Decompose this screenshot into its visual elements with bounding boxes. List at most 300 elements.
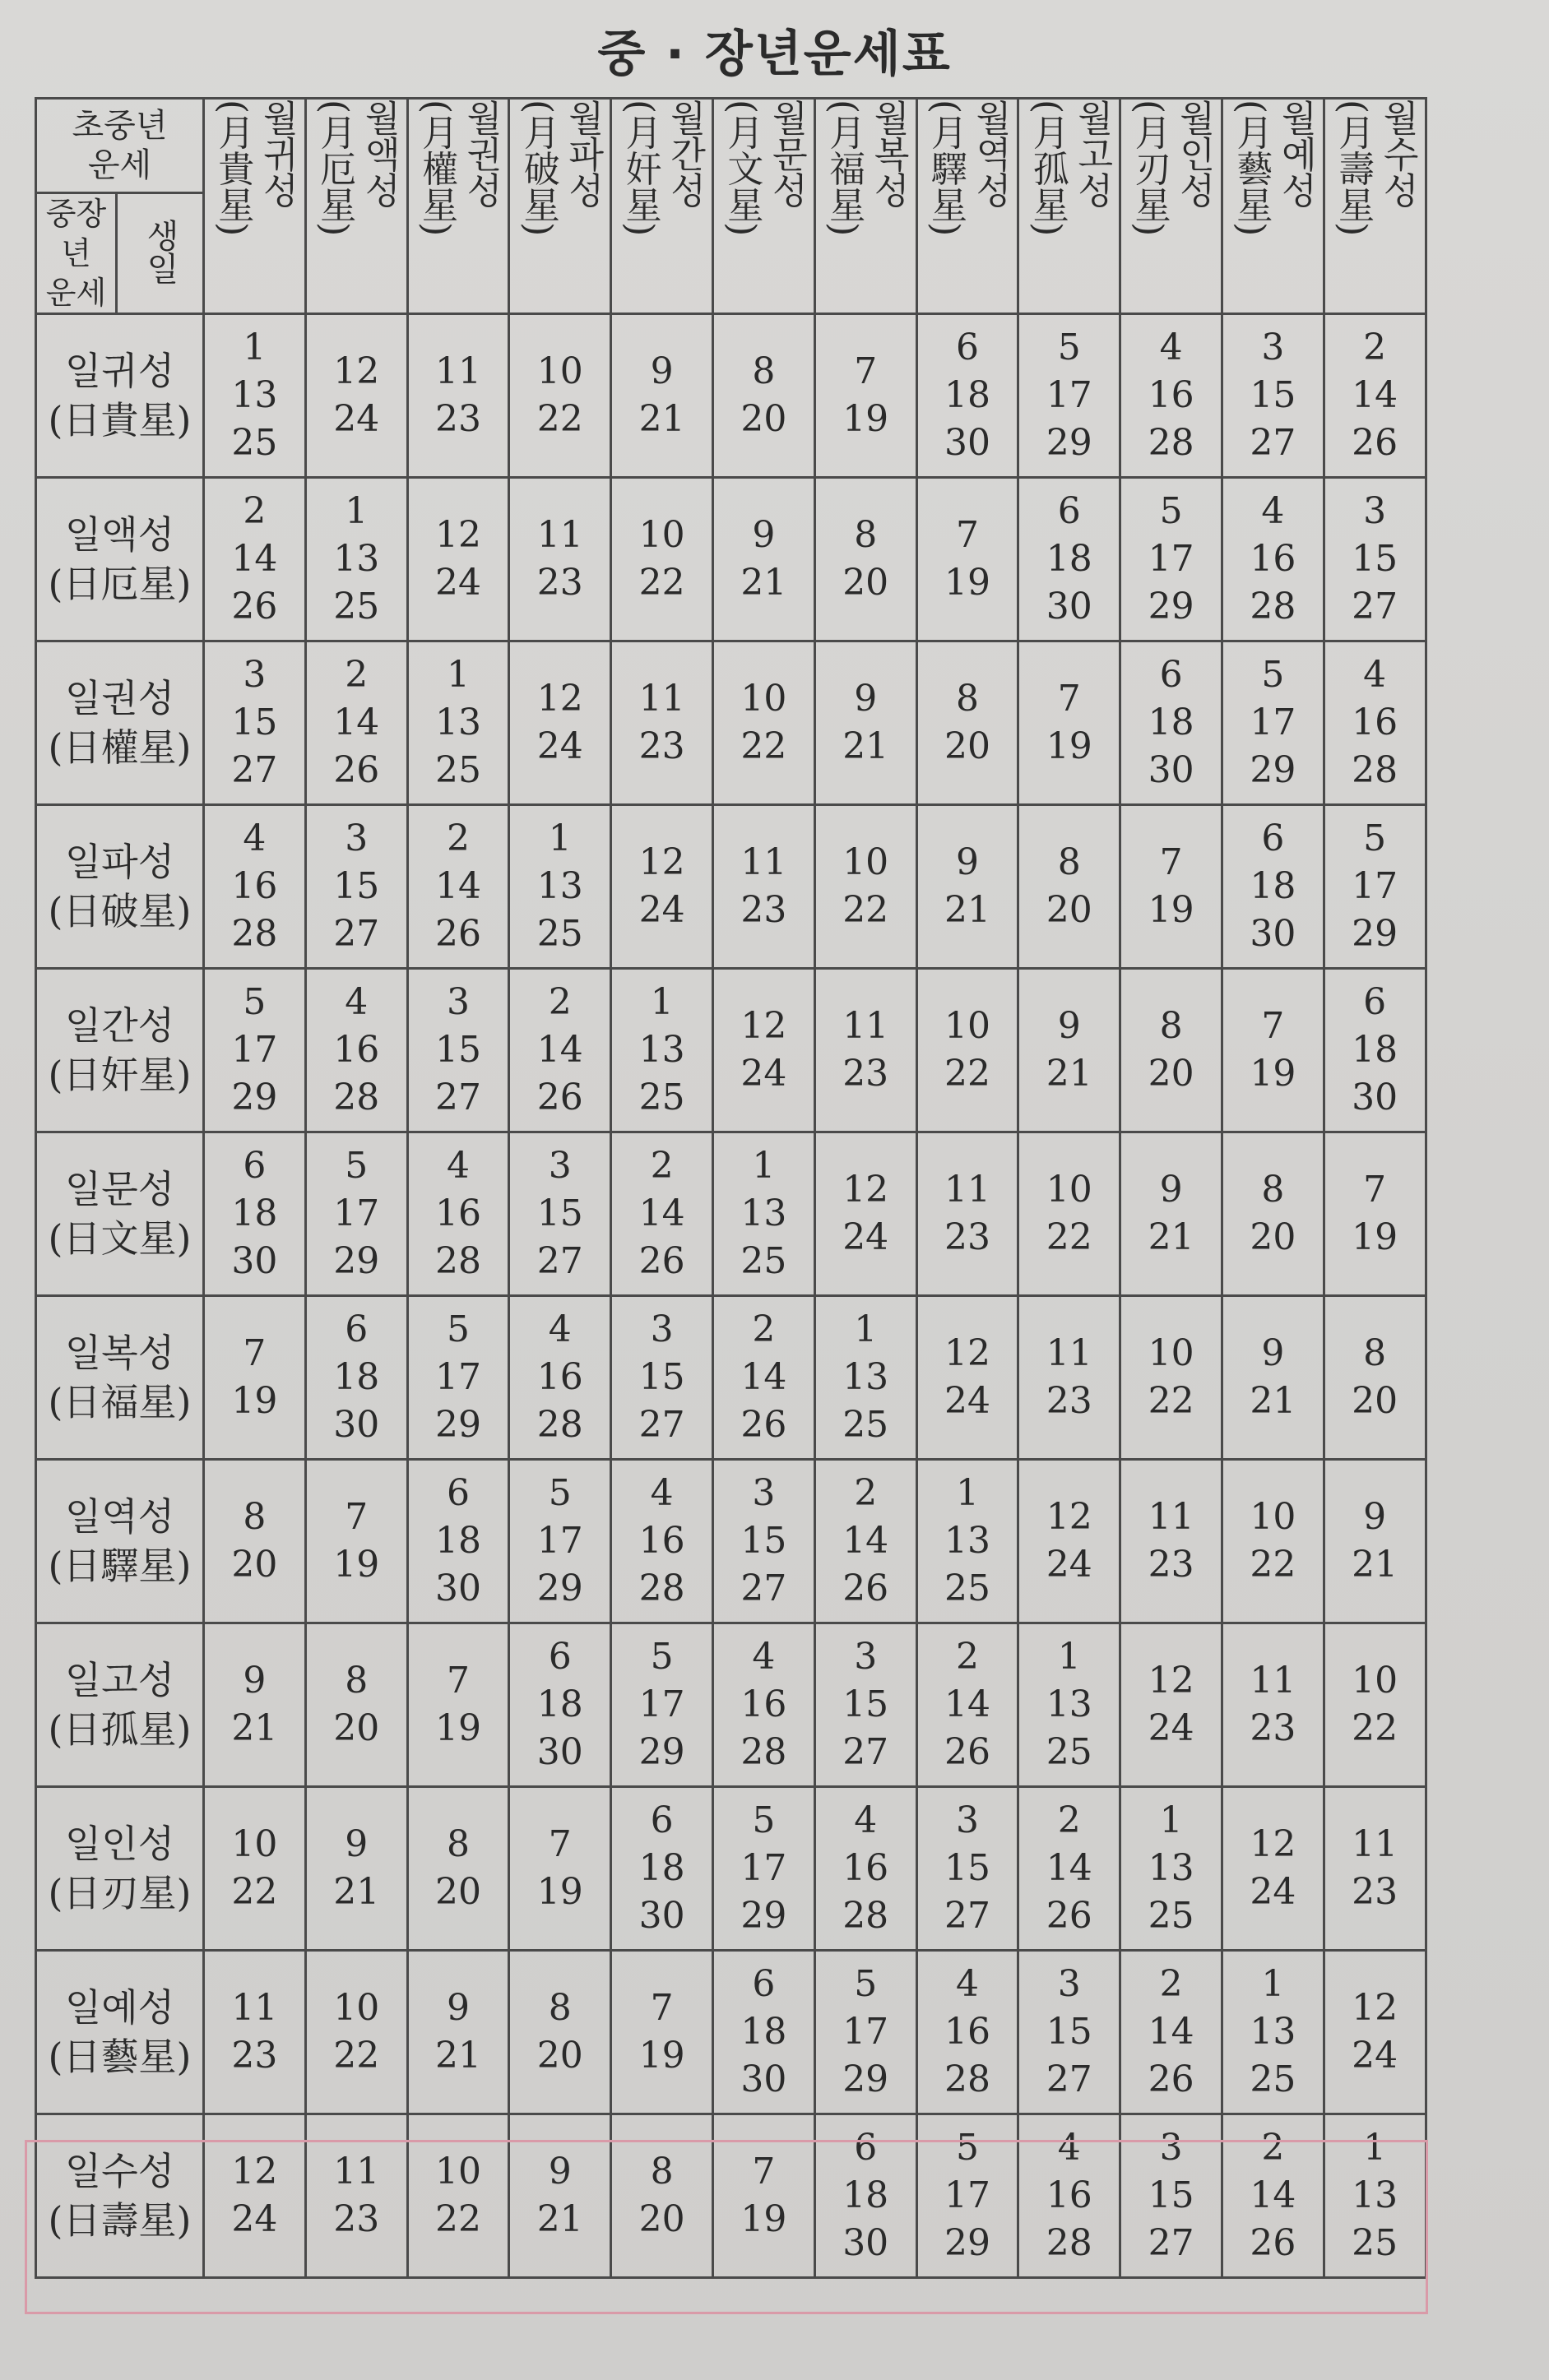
day-number: 25 <box>1250 2058 1296 2100</box>
day-number: 11 <box>638 678 685 720</box>
day-number: 17 <box>333 1192 380 1234</box>
day-number: 20 <box>231 1544 278 1586</box>
day-cell <box>509 478 611 641</box>
day-cell <box>1120 1132 1222 1296</box>
day-number: 29 <box>740 1895 787 1937</box>
day-cell <box>305 1787 407 1951</box>
day-number: 17 <box>740 1847 787 1889</box>
day-number: 21 <box>638 398 685 440</box>
day-number: 19 <box>333 1544 380 1586</box>
day-number: 4 <box>345 981 369 1023</box>
day-number: 30 <box>842 2222 889 2264</box>
day-number: 23 <box>740 889 787 931</box>
column-header-korean: 월역성 <box>968 100 1011 208</box>
day-number: 12 <box>435 514 481 556</box>
day-number: 5 <box>650 1636 674 1678</box>
row-label <box>36 1623 204 1787</box>
day-cell <box>305 478 407 641</box>
day-number: 7 <box>650 1987 674 2029</box>
day-number: 15 <box>740 1520 787 1562</box>
day-number: 26 <box>842 1567 889 1609</box>
day-number: 6 <box>345 1308 369 1350</box>
day-number: 15 <box>638 1356 685 1398</box>
day-cell <box>611 314 713 478</box>
day-cell <box>916 478 1018 641</box>
day-cell <box>407 1623 509 1787</box>
day-number: 11 <box>944 1169 990 1211</box>
day-cell <box>916 1787 1018 1951</box>
day-number: 29 <box>1046 422 1092 464</box>
day-cell <box>1120 1460 1222 1623</box>
day-cell <box>407 805 509 969</box>
day-number: 25 <box>1148 1895 1194 1937</box>
day-number: 30 <box>1352 1077 1398 1118</box>
day-number: 3 <box>752 1472 776 1514</box>
day-number: 2 <box>955 1636 979 1678</box>
day-number: 16 <box>536 1356 583 1398</box>
day-number: 6 <box>1261 817 1285 859</box>
day-cell <box>1120 805 1222 969</box>
day-cell <box>1324 1623 1426 1787</box>
day-cell <box>407 1132 509 1296</box>
day-cell <box>1324 805 1426 969</box>
day-number: 6 <box>1363 981 1387 1023</box>
day-number: 16 <box>231 865 278 907</box>
day-number: 4 <box>243 817 267 859</box>
day-number: 4 <box>955 1963 979 2005</box>
day-number: 22 <box>1148 1380 1194 1422</box>
day-number: 17 <box>435 1356 481 1398</box>
day-cell <box>509 1460 611 1623</box>
day-number: 11 <box>740 841 787 883</box>
day-number: 19 <box>1352 1216 1398 1258</box>
day-number: 3 <box>1363 490 1387 532</box>
day-cell <box>611 1787 713 1951</box>
day-number: 15 <box>536 1192 583 1234</box>
column-header-hanja: (月福星) <box>823 100 865 237</box>
day-cell <box>611 1132 713 1296</box>
day-number: 27 <box>842 1731 889 1773</box>
day-number: 10 <box>740 678 787 720</box>
day-number: 14 <box>1250 2174 1296 2216</box>
day-number: 22 <box>435 2198 481 2240</box>
day-number: 16 <box>333 1029 380 1071</box>
day-number: 16 <box>1352 701 1398 743</box>
column-header-hanja: (月破星) <box>517 100 559 237</box>
day-number: 12 <box>1046 1496 1092 1538</box>
day-number: 18 <box>638 1847 685 1889</box>
column-header-hanja: (月貴星) <box>211 100 254 237</box>
day-cell <box>1222 1460 1324 1623</box>
day-number: 23 <box>435 398 481 440</box>
day-number: 24 <box>1046 1544 1092 1586</box>
day-number: 8 <box>1159 1005 1183 1047</box>
day-cell <box>204 1623 306 1787</box>
day-number: 18 <box>435 1520 481 1562</box>
day-number: 14 <box>1046 1847 1092 1889</box>
day-number: 19 <box>1250 1053 1296 1095</box>
day-number: 6 <box>854 2127 878 2169</box>
day-cell <box>713 1951 815 2114</box>
day-number: 21 <box>1352 1544 1398 1586</box>
day-cell <box>713 969 815 1132</box>
day-number: 25 <box>842 1404 889 1446</box>
day-cell <box>407 969 509 1132</box>
day-cell <box>814 641 916 805</box>
day-number: 3 <box>447 981 470 1023</box>
day-number: 27 <box>231 749 278 791</box>
column-header <box>611 99 713 314</box>
day-number: 17 <box>1148 538 1194 580</box>
day-number: 20 <box>1148 1053 1194 1095</box>
day-number: 1 <box>1159 1799 1183 1841</box>
day-number: 13 <box>536 865 583 907</box>
day-number: 15 <box>1250 374 1296 416</box>
day-number: 3 <box>1261 326 1285 368</box>
column-header <box>814 99 916 314</box>
column-header-korean: 월고성 <box>1070 100 1113 208</box>
day-cell <box>1120 314 1222 478</box>
corner-bottom-line-2: 운세 <box>45 275 107 311</box>
row-label <box>36 1951 204 2114</box>
day-number: 26 <box>536 1077 583 1118</box>
day-number: 12 <box>536 678 583 720</box>
day-number: 29 <box>1148 586 1194 627</box>
day-number: 16 <box>944 2011 990 2053</box>
day-number: 15 <box>1352 538 1398 580</box>
day-cell <box>611 1296 713 1460</box>
day-number: 30 <box>944 422 990 464</box>
day-cell <box>1222 314 1324 478</box>
day-number: 20 <box>333 1707 380 1749</box>
column-header <box>305 99 407 314</box>
day-number: 4 <box>1363 654 1387 696</box>
day-cell <box>916 1132 1018 1296</box>
day-number: 17 <box>842 2011 889 2053</box>
day-number: 25 <box>333 586 380 627</box>
day-cell <box>814 805 916 969</box>
day-cell <box>1018 1951 1120 2114</box>
day-number: 16 <box>638 1520 685 1562</box>
day-number: 27 <box>333 913 380 955</box>
row-label <box>36 1296 204 1460</box>
day-cell <box>611 478 713 641</box>
day-cell <box>713 478 815 641</box>
day-number: 24 <box>1148 1707 1194 1749</box>
day-number: 4 <box>1159 326 1183 368</box>
column-header-hanja: (月刃星) <box>1128 100 1171 237</box>
row-label-hanja: (日孤星) <box>48 1707 192 1752</box>
day-number: 8 <box>1057 841 1081 883</box>
day-number: 4 <box>752 1636 776 1678</box>
column-header-inner <box>205 100 304 313</box>
day-number: 7 <box>1057 678 1081 720</box>
table-row <box>36 969 1426 1132</box>
day-number: 29 <box>638 1731 685 1773</box>
day-number: 14 <box>638 1192 685 1234</box>
column-header-korean: 월귀성 <box>256 100 299 208</box>
row-label-hanja: (日壽星) <box>48 2198 192 2243</box>
day-number: 9 <box>345 1823 369 1865</box>
column-header-korean: 월복성 <box>867 100 910 208</box>
day-cell <box>611 1460 713 1623</box>
day-cell <box>305 969 407 1132</box>
day-number: 21 <box>333 1871 380 1913</box>
day-cell <box>611 641 713 805</box>
day-number: 22 <box>1250 1544 1296 1586</box>
day-number: 11 <box>1148 1496 1194 1538</box>
day-number: 11 <box>1046 1332 1092 1374</box>
day-number: 2 <box>1363 326 1387 368</box>
day-number: 9 <box>854 678 878 720</box>
day-cell <box>305 1951 407 2114</box>
day-number: 4 <box>650 1472 674 1514</box>
day-number: 30 <box>740 2058 787 2100</box>
day-cell <box>407 2114 509 2278</box>
day-number: 8 <box>1261 1169 1285 1211</box>
day-number: 28 <box>1148 422 1194 464</box>
day-number: 23 <box>1148 1544 1194 1586</box>
day-number: 6 <box>243 1145 267 1187</box>
day-number: 27 <box>1250 422 1296 464</box>
day-number: 1 <box>1261 1963 1285 2005</box>
day-number: 22 <box>1046 1216 1092 1258</box>
table-row <box>36 641 1426 805</box>
day-number: 11 <box>842 1005 889 1047</box>
day-number: 10 <box>1148 1332 1194 1374</box>
row-label-hanja: (日厄星) <box>48 562 192 606</box>
day-cell <box>305 805 407 969</box>
day-number: 16 <box>842 1847 889 1889</box>
table-row <box>36 314 1426 478</box>
row-label-korean: 일파성 <box>64 840 175 884</box>
day-number: 10 <box>333 1987 380 2029</box>
corner-bottom-right-cell <box>117 193 204 314</box>
day-number: 18 <box>944 374 990 416</box>
day-cell <box>1120 1623 1222 1787</box>
column-header-korean: 월액성 <box>358 100 401 208</box>
day-cell <box>509 641 611 805</box>
day-number: 24 <box>1250 1871 1296 1913</box>
column-header-hanja: (月文星) <box>721 100 763 237</box>
day-number: 29 <box>333 1240 380 1282</box>
day-cell <box>1018 1132 1120 1296</box>
day-number: 7 <box>345 1496 369 1538</box>
day-number: 29 <box>944 2222 990 2264</box>
day-number: 7 <box>1261 1005 1285 1047</box>
day-number: 13 <box>1148 1847 1194 1889</box>
day-number: 25 <box>1352 2222 1398 2264</box>
day-cell <box>407 1787 509 1951</box>
row-label-korean: 일인성 <box>64 1822 175 1866</box>
day-number: 28 <box>1352 749 1398 791</box>
day-number: 10 <box>435 2151 481 2192</box>
day-number: 28 <box>944 2058 990 2100</box>
corner-top-line-1: 초중년 <box>72 107 168 145</box>
day-number: 5 <box>345 1145 369 1187</box>
day-number: 14 <box>333 701 380 743</box>
day-cell <box>204 478 306 641</box>
column-header-inner <box>409 100 508 313</box>
row-label-hanja: (日福星) <box>48 1380 192 1424</box>
column-header-inner <box>1019 100 1119 313</box>
day-number: 8 <box>854 514 878 556</box>
day-number: 9 <box>752 514 776 556</box>
day-number: 28 <box>333 1077 380 1118</box>
day-cell <box>1222 1951 1324 2114</box>
table-header <box>36 99 1426 314</box>
day-cell <box>1018 969 1120 1132</box>
day-cell <box>1222 969 1324 1132</box>
day-number: 10 <box>231 1823 278 1865</box>
day-cell <box>509 805 611 969</box>
column-header <box>1120 99 1222 314</box>
day-number: 12 <box>740 1005 787 1047</box>
day-number: 26 <box>1148 2058 1194 2100</box>
row-label-korean: 일복성 <box>64 1331 175 1375</box>
day-number: 25 <box>1046 1731 1092 1773</box>
day-cell <box>713 1460 815 1623</box>
day-number: 15 <box>333 865 380 907</box>
day-number: 20 <box>536 2035 583 2077</box>
column-header-inner <box>510 100 610 313</box>
day-cell <box>509 314 611 478</box>
day-number: 1 <box>447 654 470 696</box>
day-number: 21 <box>1046 1053 1092 1095</box>
day-number: 9 <box>1261 1332 1285 1374</box>
day-cell <box>916 969 1018 1132</box>
day-cell <box>509 1296 611 1460</box>
day-number: 17 <box>1352 865 1398 907</box>
day-cell <box>1324 478 1426 641</box>
day-number: 27 <box>1148 2222 1194 2264</box>
column-header-hanja: (月壽星) <box>1332 100 1375 237</box>
day-cell <box>1324 969 1426 1132</box>
day-cell <box>1324 1787 1426 1951</box>
day-cell <box>204 1951 306 2114</box>
day-number: 17 <box>944 2174 990 2216</box>
day-number: 7 <box>752 2151 776 2192</box>
day-number: 20 <box>1250 1216 1296 1258</box>
day-number: 29 <box>842 2058 889 2100</box>
day-number: 26 <box>1046 1895 1092 1937</box>
row-label <box>36 1132 204 1296</box>
day-number: 29 <box>536 1567 583 1609</box>
column-header-korean: 월파성 <box>561 100 604 208</box>
day-number: 22 <box>1352 1707 1398 1749</box>
day-number: 14 <box>842 1520 889 1562</box>
row-label <box>36 314 204 478</box>
day-number: 1 <box>1363 2127 1387 2169</box>
column-header <box>713 99 815 314</box>
day-number: 11 <box>435 350 481 392</box>
table-row <box>36 1296 1426 1460</box>
day-number: 1 <box>548 817 572 859</box>
day-cell <box>1120 1787 1222 1951</box>
table-row <box>36 478 1426 641</box>
day-number: 16 <box>1046 2174 1092 2216</box>
day-cell <box>1018 2114 1120 2278</box>
day-cell <box>204 1132 306 1296</box>
day-number: 22 <box>638 562 685 604</box>
row-label-korean: 일고성 <box>64 1658 175 1702</box>
day-cell <box>204 969 306 1132</box>
day-number: 24 <box>944 1380 990 1422</box>
day-number: 26 <box>1250 2222 1296 2264</box>
day-number: 22 <box>740 725 787 767</box>
day-number: 26 <box>740 1404 787 1446</box>
day-number: 4 <box>447 1145 470 1187</box>
day-cell <box>1018 1787 1120 1951</box>
day-cell <box>1324 1132 1426 1296</box>
day-number: 13 <box>740 1192 787 1234</box>
day-cell <box>407 314 509 478</box>
day-number: 23 <box>1250 1707 1296 1749</box>
day-number: 14 <box>231 538 278 580</box>
day-number: 10 <box>842 841 889 883</box>
day-number: 21 <box>1250 1380 1296 1422</box>
day-number: 29 <box>1352 913 1398 955</box>
day-number: 14 <box>740 1356 787 1398</box>
day-cell <box>1222 2114 1324 2278</box>
day-number: 25 <box>536 913 583 955</box>
day-number: 27 <box>638 1404 685 1446</box>
day-number: 21 <box>740 562 787 604</box>
day-cell <box>713 1296 815 1460</box>
column-header <box>407 99 509 314</box>
table-body <box>36 314 1426 2278</box>
day-cell <box>204 2114 306 2278</box>
day-number: 13 <box>1046 1683 1092 1725</box>
day-cell <box>611 805 713 969</box>
column-header <box>1222 99 1324 314</box>
day-number: 19 <box>435 1707 481 1749</box>
day-number: 12 <box>638 841 685 883</box>
day-number: 9 <box>243 1660 267 1702</box>
row-label-korean: 일수성 <box>64 2149 175 2193</box>
day-number: 17 <box>536 1520 583 1562</box>
day-number: 9 <box>650 350 674 392</box>
day-cell <box>1018 641 1120 805</box>
day-number: 22 <box>944 1053 990 1095</box>
day-number: 10 <box>638 514 685 556</box>
day-number: 12 <box>1250 1823 1296 1865</box>
day-number: 13 <box>1352 2174 1398 2216</box>
day-number: 3 <box>345 817 369 859</box>
day-number: 19 <box>231 1380 278 1422</box>
day-number: 8 <box>955 678 979 720</box>
day-cell <box>1222 1787 1324 1951</box>
day-number: 1 <box>854 1308 878 1350</box>
day-number: 21 <box>231 1707 278 1749</box>
day-cell <box>1120 2114 1222 2278</box>
day-number: 15 <box>435 1029 481 1071</box>
row-label-hanja: (日藝星) <box>48 2035 192 2079</box>
day-cell <box>509 1132 611 1296</box>
row-label-hanja: (日權星) <box>48 725 192 770</box>
row-label-hanja: (日驛星) <box>48 1544 192 1588</box>
day-number: 3 <box>243 654 267 696</box>
day-number: 26 <box>231 586 278 627</box>
day-cell <box>305 2114 407 2278</box>
day-number: 20 <box>638 2198 685 2240</box>
day-number: 25 <box>435 749 481 791</box>
row-label-korean: 일간성 <box>64 1003 175 1048</box>
day-number: 22 <box>842 889 889 931</box>
day-number: 8 <box>1363 1332 1387 1374</box>
day-number: 4 <box>548 1308 572 1350</box>
day-number: 20 <box>435 1871 481 1913</box>
